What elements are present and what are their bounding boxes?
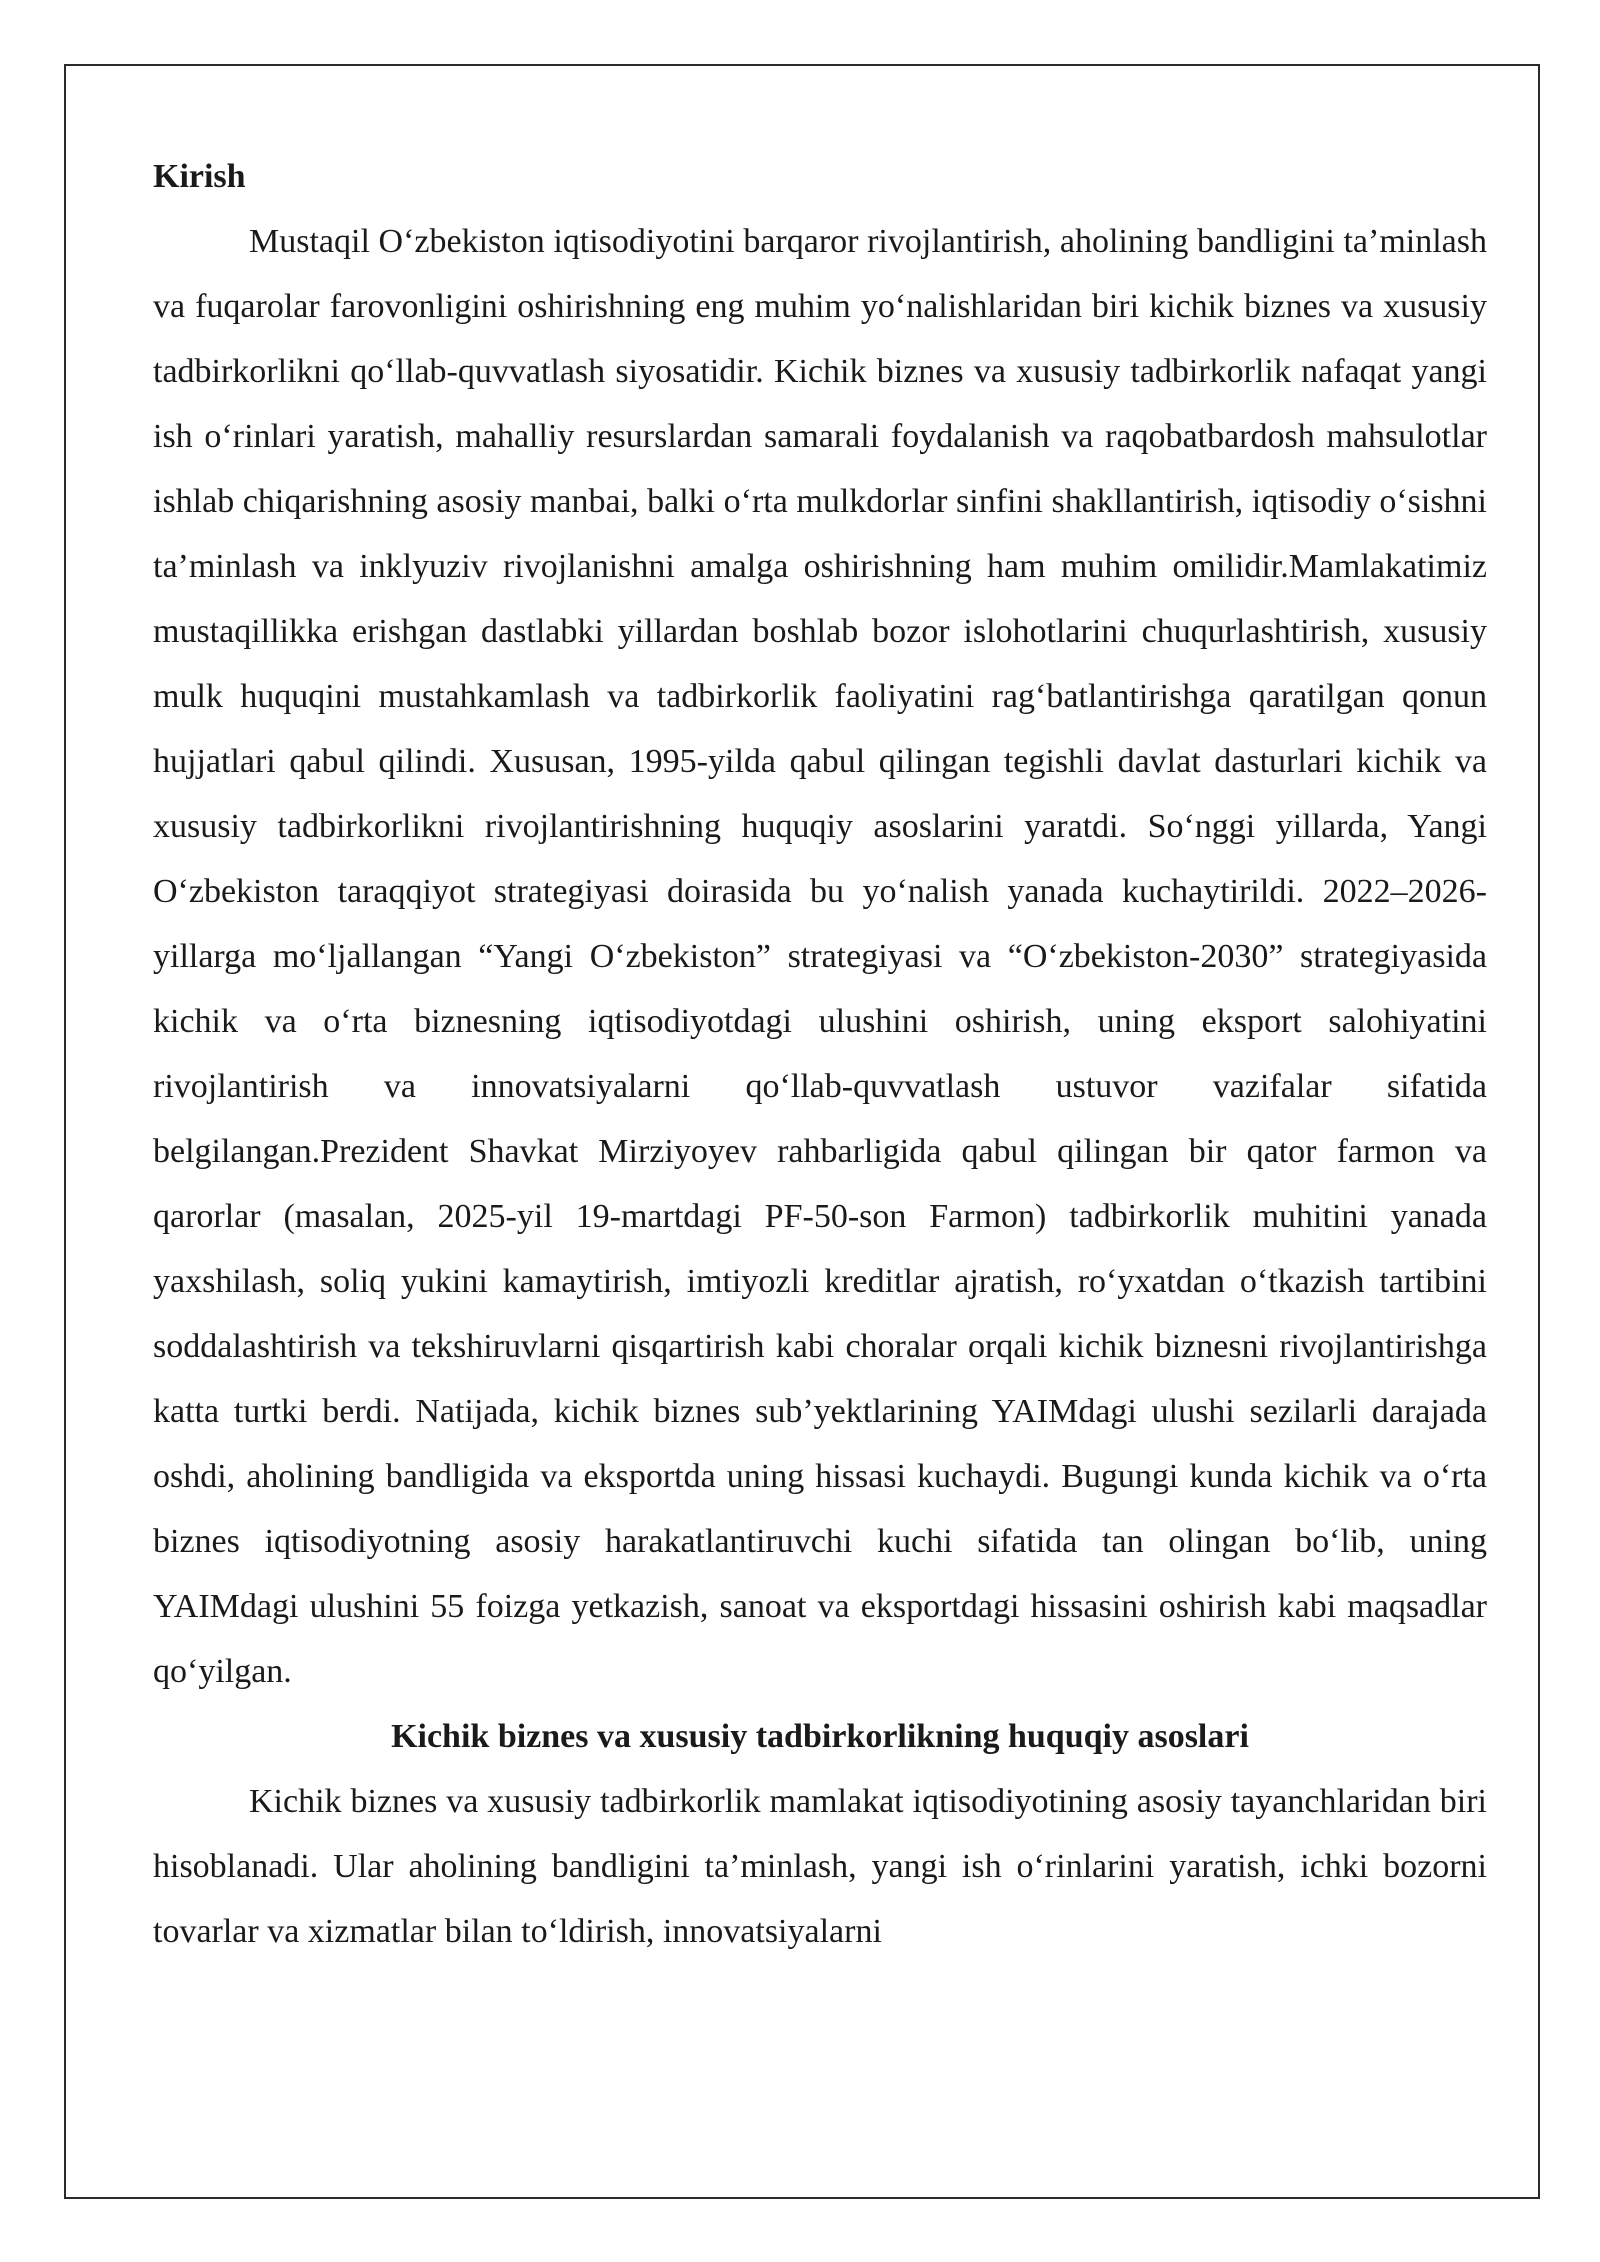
document-body <box>153 144 1487 1964</box>
legal-basis-paragraph: Kichik biznes va xususiy tadbirkorlik mamlakat iqtisodiyotining asosiy tayanchlaridan biri hisoblanadi. Ular aholining bandligini ta’minlash, yangi ish o‘rinlarini yaratish, ichki bozorni tovarlar va xizmatlar bilan to‘ldirish, innovatsiyalarni <box>153 1783 1487 1950</box>
section-heading-legal-basis: Kichik biznes va xususiy tadbirkorlikning huquqiy asoslari <box>391 1718 1249 1755</box>
introduction-paragraph: Mustaqil O‘zbekiston iqtisodiyotini barqaror rivojlantirish, aholining bandligini ta’minlash va fuqarolar farovonligini oshirishning eng muhim yo‘nalishlaridan biri kichik biznes va xususiy tadbirkorlikni qo‘llab-quvvatlash siyosatidir. Kichik biznes va xususiy tadbirkorlik nafaqat yangi ish o‘rinlari yaratish, mahalliy resurslardan samarali foydalanish va raqobatbardosh mahsulotlar ishlab chiqarishning asosiy manbai, balki o‘rta mulkdorlar sinfini shakllantirish, iqtisodiy o‘sishni ta’minlash va inklyuziv rivojlanishni amalga oshirishning ham muhim omilidir.Mamlakatimiz mustaqillikka erishgan dastlabki yillardan boshlab bozor islohotlarini chuqurlashtirish, xususiy mulk huquqini mustahkamlash va tadbirkorlik faoliyatini rag‘batlantirishga qaratilgan qonun hujjatlari qabul qilindi. Xususan, 1995-yilda qabul qilingan tegishli davlat dasturlari kichik va xususiy tadbirkorlikni rivojlantirishning huquqiy asoslarini yaratdi. So‘nggi yillarda, Yangi O‘zbekiston taraqqiyot strategiyasi doirasida bu yo‘nalish yanada kuchaytirildi. 2022–2026-yillarga mo‘ljallangan “Yangi O‘zbekiston” strategiyasi va “O‘zbekiston-2030” strategiyasida kichik va o‘rta biznesning iqtisodiyotdagi ulushini oshirish, uning eksport salohiyatini rivojlantirish va innovatsiyalarni qo‘llab-quvvatlash ustuvor vazifalar sifatida belgilangan.Prezident Shavkat Mirziyoyev rahbarligida qabul qilingan bir qator farmon va qarorlar (masalan, 2025-yil 19-martdagi PF-50-son Farmon) tadbirkorlik muhitini yanada yaxshilash, soliq yukini kamaytirish, imtiyozli kreditlar ajratish, ro‘yxatdan o‘tkazish tartibini soddalashtirish va tekshiruvlarni qisqartirish kabi choralar orqali kichik biznesni rivojlantirishga katta turtki berdi. Natijada, kichik biznes sub’yektlarining YAIMdagi ulushi sezilarli darajada oshdi, aholining bandligida va eksportda uning hissasi kuchaydi. Bugungi kunda kichik va o‘rta biznes iqtisodiyotning asosiy harakatlantiruvchi kuchi sifatida tan olingan bo‘lib, uning YAIMdagi ulushini 55 foizga yetkazish, sanoat va eksportdagi hissasini oshirish kabi maqsadlar qo‘yilgan. <box>153 223 1487 1690</box>
section-heading-introduction: Kirish <box>153 158 246 195</box>
